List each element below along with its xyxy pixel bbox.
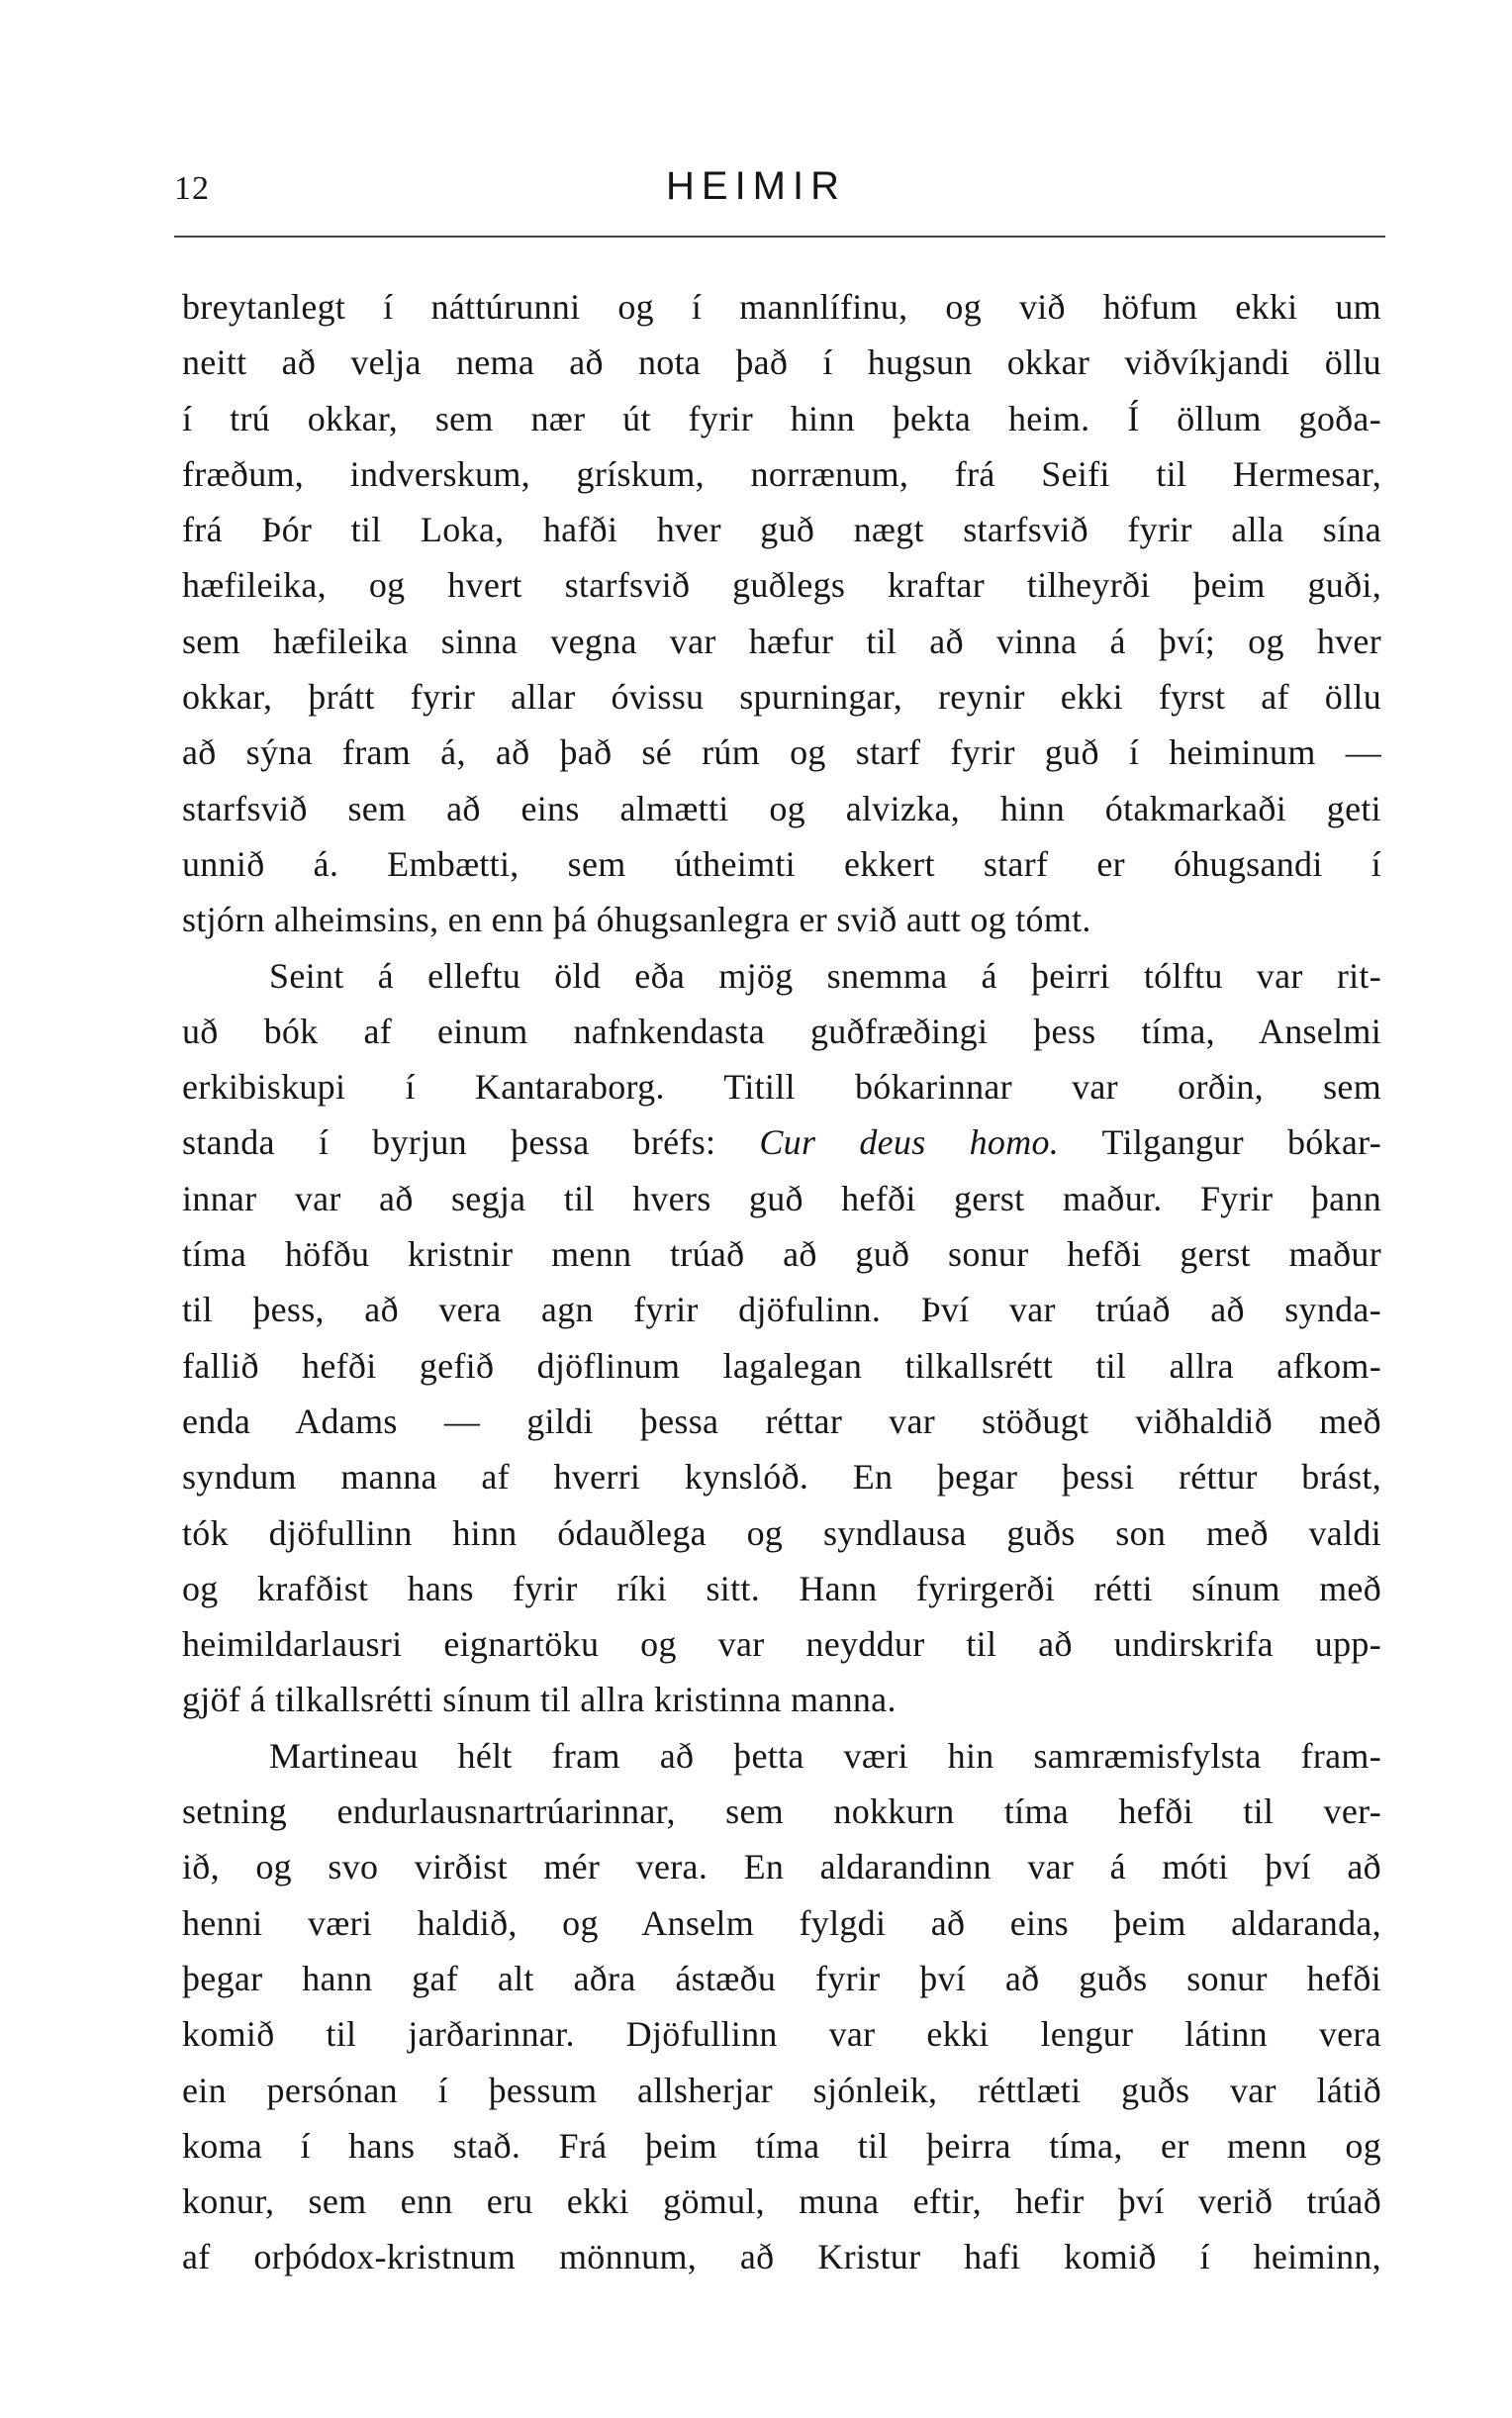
text-line: frá Þór til Loka, hafði hver guð nægt starfsvið fyrir alla sína bbox=[182, 510, 1381, 550]
text-line: þegar hann gaf alt aðra ástæðu fyrir því að guðs sonur hefði bbox=[182, 1958, 1381, 1998]
text-line: koma í hans stað. Frá þeim tíma til þeirra tíma, er menn og bbox=[182, 2125, 1381, 2166]
paragraph-end-line: stjórn alheimsins, en enn þá óhugsanlegra er svið autt og tómt. bbox=[182, 900, 1091, 940]
text-line: innar var að segja til hvers guð hefði gerst maður. Fyrir þann bbox=[182, 1178, 1381, 1218]
book-title: Cur deus homo. bbox=[759, 1122, 1060, 1163]
text-line: heimildarlausri eignartöku og var neyddur til að undirskrifa upp- bbox=[182, 1624, 1381, 1665]
text-line: starfsvið sem að eins almætti og alvizka, hinn ótakmarkaði geti bbox=[182, 788, 1381, 828]
header-rule bbox=[174, 236, 1385, 238]
line-lead-text: standa í byrjun þessa bréfs: bbox=[182, 1122, 760, 1163]
text-line-with-title bbox=[182, 1114, 1381, 1170]
text-line: hæfileika, og hvert starfsvið guðlegs kraftar tilheyrði þeim guði, bbox=[182, 565, 1381, 606]
text-line: henni væri haldið, og Anselm fylgdi að eins þeim aldaranda, bbox=[182, 1902, 1381, 1943]
text-line: fallið hefði gefið djöflinum lagalegan tilkallsrétt til allra afkom- bbox=[182, 1345, 1381, 1386]
running-head: HEIMIR bbox=[666, 164, 846, 208]
text-line: af orþódox-kristnum mönnum, að Kristur hafi komið í heiminn, bbox=[182, 2237, 1381, 2277]
text-line: og krafðist hans fyrir ríki sitt. Hann fyrirgerði rétti sínum með bbox=[182, 1568, 1381, 1608]
text-line: erkibiskupi í Kantaraborg. Titill bókarinnar var orðin, sem bbox=[182, 1067, 1381, 1108]
text-line: sem hæfileika sinna vegna var hæfur til að vinna á því; og hver bbox=[182, 621, 1381, 661]
text-line: að sýna fram á, að það sé rúm og starf fyrir guð í heiminum — bbox=[182, 732, 1381, 773]
paragraph-start-line: Martineau hélt fram að þetta væri hin samræmisfylsta fram- bbox=[269, 1735, 1381, 1776]
paragraph-end-line: gjöf á tilkallsrétti sínum til allra kristinna manna. bbox=[182, 1680, 897, 1720]
text-line: setning endurlausnartrúarinnar, sem nokkurn tíma hefði til ver- bbox=[182, 1791, 1381, 1832]
text-line: ið, og svo virðist mér vera. En aldarandinn var á móti því að bbox=[182, 1847, 1381, 1887]
text-line: fræðum, indverskum, grískum, norrænum, frá Seifi til Hermesar, bbox=[182, 453, 1381, 494]
text-line: tók djöfullinn hinn ódauðlega og syndlausa guðs son með valdi bbox=[182, 1512, 1381, 1553]
text-line: konur, sem enn eru ekki gömul, muna eftir, hefir því verið trúað bbox=[182, 2181, 1381, 2222]
text-line: neitt að velja nema að nota það í hugsun okkar viðvíkjandi öllu bbox=[182, 342, 1381, 383]
text-line: enda Adams — gildi þessa réttar var stöðugt viðhaldið með bbox=[182, 1401, 1381, 1441]
text-line: okkar, þrátt fyrir allar óvissu spurningar, reynir ekki fyrst af öllu bbox=[182, 677, 1381, 718]
paragraph-start-line: Seint á elleftu öld eða mjög snemma á þeirri tólftu var rit- bbox=[269, 955, 1381, 996]
page-number: 12 bbox=[174, 170, 210, 207]
line-tail-text: Tilgangur bókar- bbox=[1059, 1122, 1381, 1163]
text-line: í trú okkar, sem nær út fyrir hinn þekta heim. Í öllum goða- bbox=[182, 398, 1381, 438]
text-line: unnið á. Embætti, sem útheimti ekkert starf er óhugsandi í bbox=[182, 843, 1381, 884]
text-line: uð bók af einum nafnkendasta guðfræðingi þess tíma, Anselmi bbox=[182, 1011, 1381, 1051]
text-line: syndum manna af hverri kynslóð. En þegar þessi réttur brást, bbox=[182, 1457, 1381, 1498]
text-line: komið til jarðarinnar. Djöfullinn var ekki lengur látinn vera bbox=[182, 2014, 1381, 2055]
text-line: til þess, að vera agn fyrir djöfulinn. Því var trúað að synda- bbox=[182, 1290, 1381, 1330]
text-line: breytanlegt í náttúrunni og í mannlífinu, og við höfum ekki um bbox=[182, 287, 1381, 327]
text-body bbox=[182, 279, 1381, 2285]
text-line: ein persónan í þessum allsherjar sjónleik, réttlæti guðs var látið bbox=[182, 2070, 1381, 2110]
text-line: tíma höfðu kristnir menn trúað að guð sonur hefði gerst maður bbox=[182, 1234, 1381, 1275]
